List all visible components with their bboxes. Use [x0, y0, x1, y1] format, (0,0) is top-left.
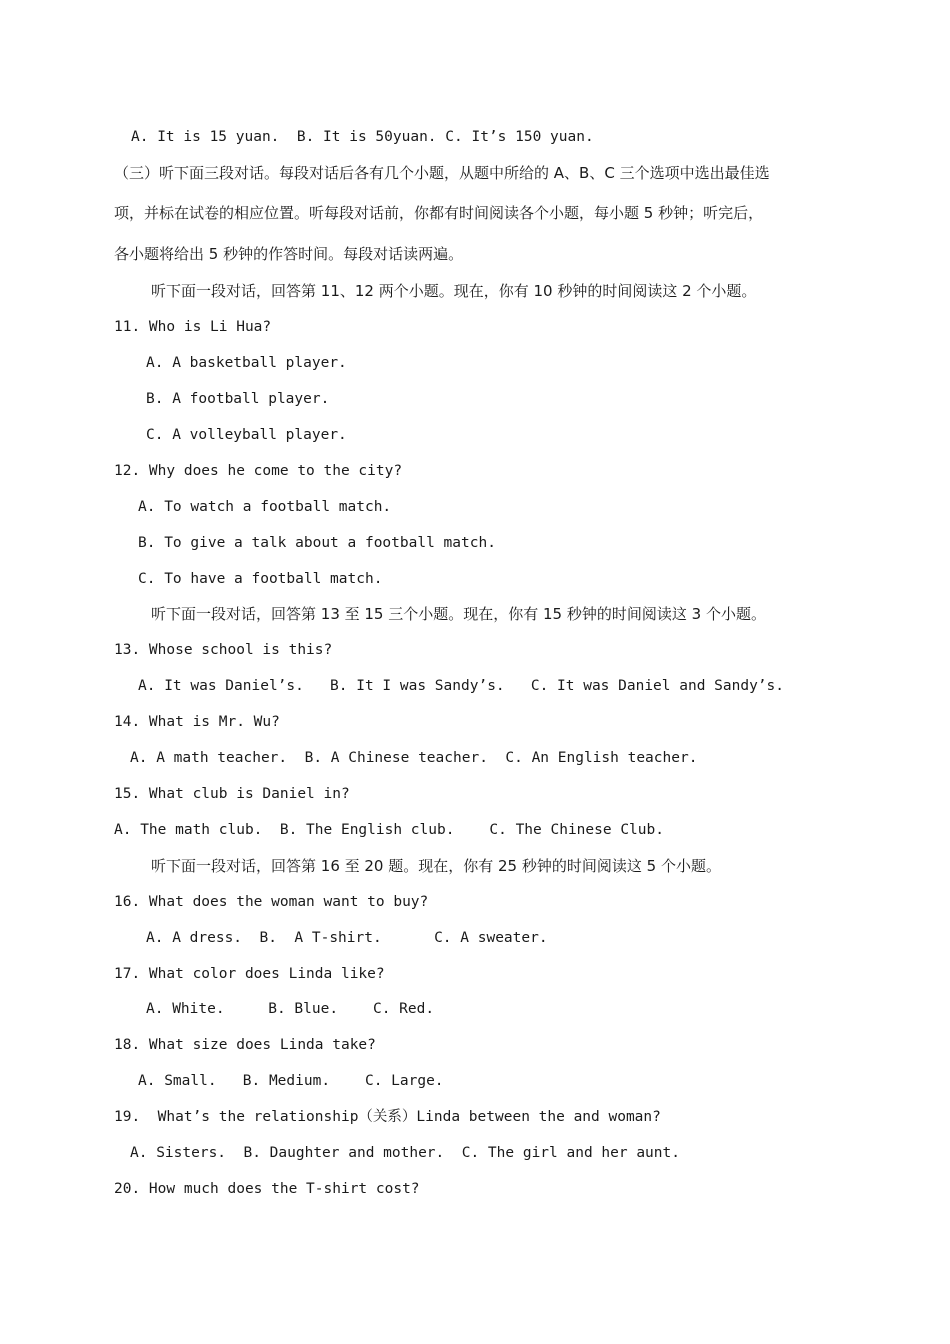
section-three-instructions-line-2: 项，并标在试卷的相应位置。听每段对话前，你都有时间阅读各个小题，每小题 5 秒钟；听完后， [114, 204, 764, 222]
question-17: 17. What color does Linda like? [114, 966, 385, 982]
option-line-q10: A. It is 15 yuan. B. It is 50yuan. C. It’s 150 yuan. [131, 129, 594, 145]
section-three-instructions-line-1: （三）听下面三段对话。每段对话后各有几个小题，从题中所给的 A、B、C 三个选项中选出最佳选 [114, 164, 770, 182]
question-13-options: A. It was Daniel’s. B. It I was Sandy’s. C. It was Daniel and Sandy’s. [138, 678, 785, 694]
section-three-instructions-line-3: 各小题将给出 5 秒钟的作答时间。每段对话读两遍。 [114, 245, 464, 263]
question-11-option-c: C. A volleyball player. [146, 427, 347, 443]
question-12-option-a: A. To watch a football match. [138, 499, 392, 515]
question-18-options: A. Small. B. Medium. C. Large. [138, 1073, 444, 1089]
question-16-options: A. A dress. B. A T-shirt. C. A sweater. [146, 930, 548, 946]
question-11-option-a: A. A basketball player. [146, 355, 347, 371]
question-14: 14. What is Mr. Wu? [114, 714, 280, 730]
question-15: 15. What club is Daniel in? [114, 786, 350, 802]
dialogue-intro-3: 听下面一段对话，回答第 16 至 20 题。现在，你有 25 秒钟的时间阅读这 5 个小题。 [151, 857, 721, 875]
question-16: 16. What does the woman want to buy? [114, 894, 429, 910]
question-18: 18. What size does Linda take? [114, 1037, 376, 1053]
dialogue-intro-1: 听下面一段对话，回答第 11、12 两个小题。现在，你有 10 秒钟的时间阅读这 2 个小题。 [151, 282, 757, 300]
question-19-options: A. Sisters. B. Daughter and mother. C. The girl and her aunt. [130, 1145, 680, 1161]
question-11: 11. Who is Li Hua? [114, 319, 272, 335]
question-17-options: A. White. B. Blue. C. Red. [146, 1001, 435, 1017]
question-11-option-b: B. A football player. [146, 391, 330, 407]
question-12-option-b: B. To give a talk about a football match. [138, 535, 496, 551]
question-12: 12. Why does he come to the city? [114, 463, 403, 479]
dialogue-intro-2: 听下面一段对话，回答第 13 至 15 三个小题。现在，你有 15 秒钟的时间阅读这 3 个小题。 [151, 605, 766, 623]
question-12-option-c: C. To have a football match. [138, 571, 383, 587]
question-20: 20. How much does the T-shirt cost? [114, 1181, 420, 1197]
question-13: 13. Whose school is this? [114, 642, 333, 658]
question-19: 19. What’s the relationship（关系）Linda between the and woman? [114, 1109, 661, 1125]
question-15-options: A. The math club. B. The English club. C. The Chinese Club. [114, 822, 664, 838]
question-14-options: A. A math teacher. B. A Chinese teacher. C. An English teacher. [130, 750, 698, 766]
